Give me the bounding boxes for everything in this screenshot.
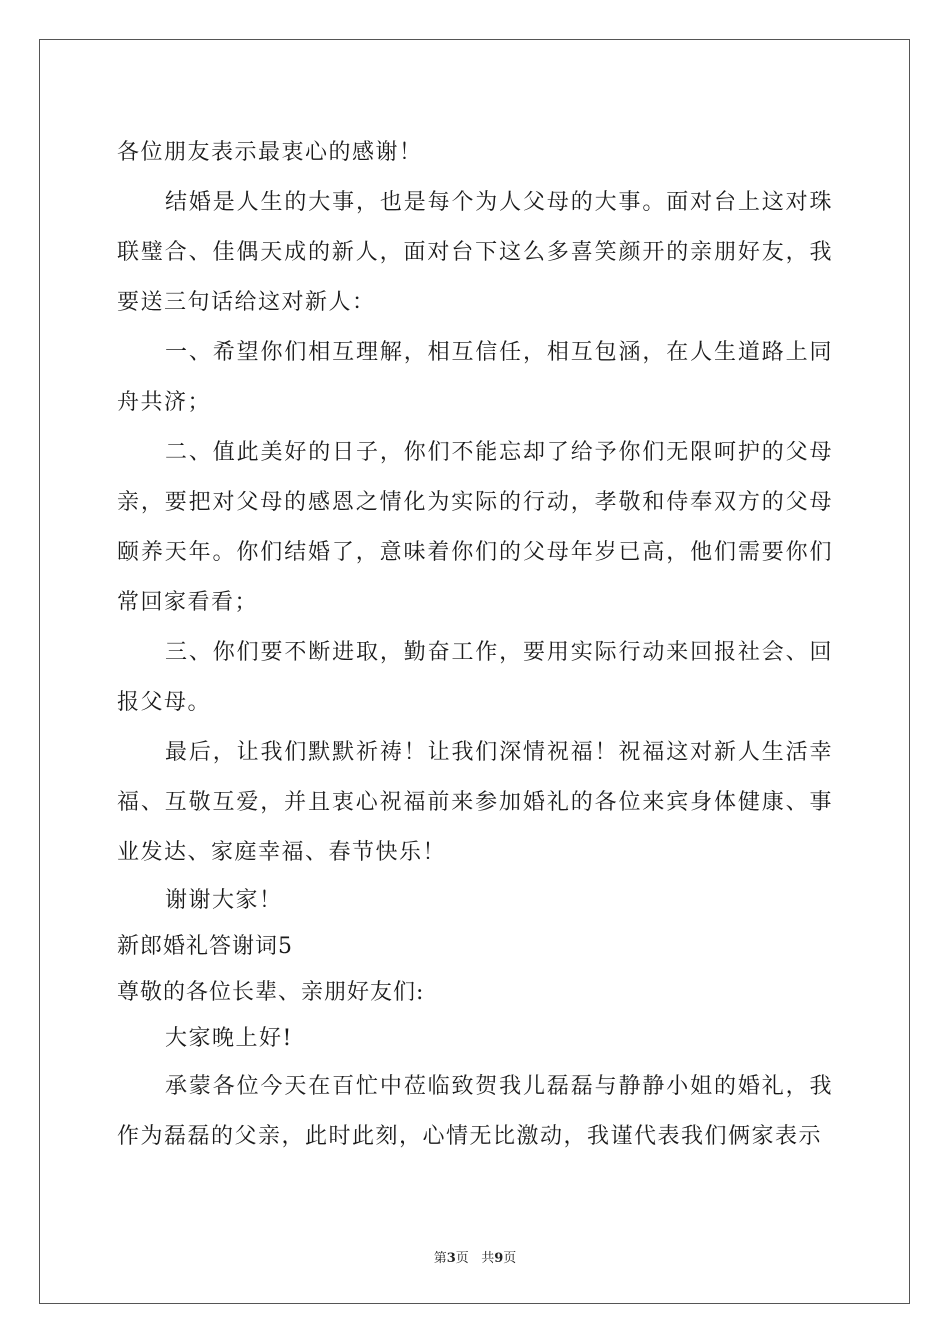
section-title: 新郎婚礼答谢词5 bbox=[117, 934, 293, 959]
paragraph-continuation: 各位朋友表示最衷心的感谢！ bbox=[117, 140, 423, 165]
page-total: 9 bbox=[494, 1251, 504, 1266]
paragraph-opening: 承蒙各位今天在百忙中莅临致贺我儿磊磊与静静小姐的婚礼，我作为磊磊的父亲，此时此刻，心情无比激动，我谨代表我们俩家表示 bbox=[117, 1074, 833, 1149]
page-footer bbox=[0, 1247, 950, 1266]
paragraph-wish-three: 三、你们要不断进取，勤奋工作，要用实际行动来回报社会、回报父母。 bbox=[117, 640, 833, 715]
paragraph-closing: 最后，让我们默默祈祷！让我们深情祝福！祝福这对新人生活幸福、互敬互爱，并且衷心祝福前来参加婚礼的各位来宾身体健康、事业发达、家庭幸福、春节快乐！ bbox=[117, 740, 833, 865]
salutation: 尊敬的各位长辈、亲朋好友们: bbox=[117, 980, 425, 1005]
page-prefix: 第 bbox=[433, 1251, 447, 1266]
greeting: 大家晚上好! bbox=[165, 1026, 293, 1051]
paragraph-wish-two: 二、值此美好的日子，你们不能忘却了给予你们无限呵护的父母亲，要把对父母的感恩之情化为实际的行动，孝敬和侍奉双方的父母颐养天年。你们结婚了，意味着你们的父母年岁已高，他们需要你们常回家看看； bbox=[117, 440, 833, 615]
document-body bbox=[117, 128, 833, 1162]
paragraph-wish-one: 一、希望你们相互理解，相互信任，相互包涵，在人生道路上同舟共济； bbox=[117, 340, 833, 415]
total-prefix: 共 bbox=[481, 1251, 495, 1266]
page-current: 3 bbox=[446, 1251, 456, 1266]
page-suffix: 页 bbox=[455, 1251, 469, 1266]
paragraph-thanks: 谢谢大家！ bbox=[165, 888, 283, 913]
paragraph-marriage: 结婚是人生的大事，也是每个为人父母的大事。面对台上这对珠联璧合、佳偶天成的新人，面对台下这么多喜笑颜开的亲朋好友，我要送三句话给这对新人： bbox=[117, 190, 833, 315]
total-suffix: 页 bbox=[503, 1251, 517, 1266]
